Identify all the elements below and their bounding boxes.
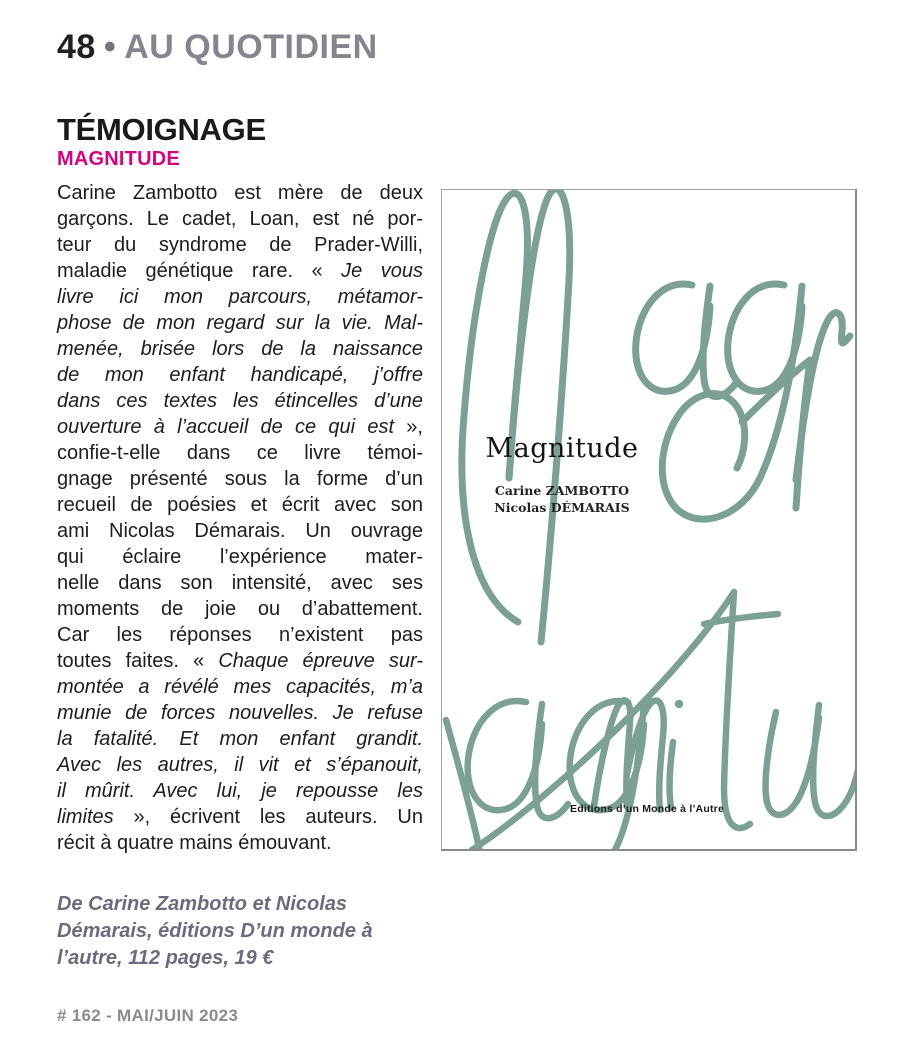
article-title: MAGNITUDE: [57, 148, 180, 170]
article-body: [57, 180, 423, 856]
body-line: phose de mon regard sur la vie. Mal-: [57, 312, 423, 334]
credit-line: Démarais, éditions D’un monde à: [57, 920, 373, 942]
cover-author: Nicolas DÉMARAIS: [494, 500, 630, 515]
book-credit: [57, 891, 457, 972]
script-a-path: [636, 284, 710, 391]
section-rubric: AU QUOTIDIEN: [124, 28, 378, 66]
page-number: 48: [57, 28, 96, 66]
body-line: ouverture à l’accueil de ce qui est »,: [57, 416, 423, 438]
credit-line: l’autre, 112 pages, 19 €: [57, 947, 274, 969]
body-line: nelle dans son intensité, avec ses: [57, 572, 423, 594]
body-line: munie de forces nouvelles. Je refuse: [57, 702, 423, 724]
cover-title: Magnitude: [485, 433, 639, 464]
body-line: gnage présenté sous la forme d’un: [57, 468, 423, 490]
body-line: toutes faites. « Chaque épreuve sur-: [57, 650, 424, 672]
body-line: Car les réponses n’existent pas: [57, 624, 423, 646]
issue-footer: # 162 - MAI/JUIN 2023: [57, 1006, 239, 1025]
cover-authors: [442, 482, 682, 516]
script-a-path: [468, 701, 542, 810]
script-t-path: [724, 592, 750, 828]
body-line: Carine Zambotto est mère de deux: [57, 182, 423, 204]
body-line: maladie génétique rare. « Je vous: [57, 260, 423, 282]
body-line: garçons. Le cadet, Loan, est né por-: [57, 208, 423, 230]
article-kicker: TÉMOIGNAGE: [57, 112, 266, 147]
book-cover: [441, 189, 857, 851]
body-line: teur du syndrome de Prader-Willi,: [57, 234, 423, 256]
body-line: menée, brisée lors de la naissance: [57, 338, 423, 360]
bullet-separator-icon: •: [103, 28, 117, 66]
body-line: montée a révélé mes capacités, m’a: [57, 676, 423, 698]
cover-publisher: Editions d’un Monde à l’Autre: [570, 803, 724, 815]
cover-script-art: [442, 190, 857, 851]
body-line: il mûrit. Avec lui, je repousse les: [57, 780, 423, 802]
page-header: [57, 28, 378, 67]
body-line: moments de joie ou d’abattement.: [57, 598, 423, 620]
script-i-path: [670, 742, 673, 808]
body-line: recueil de poésies et écrit avec son: [57, 494, 423, 516]
script-n-path: [796, 313, 850, 480]
cover-script-top: [462, 190, 850, 642]
cover-author: Carine ZAMBOTTO: [494, 483, 630, 498]
body-line: dans ces textes les étincelles d’une: [57, 390, 423, 412]
body-line: limites », écrivent les auteurs. Un: [57, 806, 423, 828]
script-i-dot: [675, 700, 683, 708]
body-line: qui éclaire l’expérience mater-: [57, 546, 423, 568]
body-line: livre ici mon parcours, métamor-: [57, 286, 423, 308]
body-line: confie-t-elle dans ce livre témoi-: [57, 442, 423, 464]
script-m-path: [509, 190, 570, 642]
body-line: la fatalité. Et mon enfant grandit.: [57, 728, 423, 750]
body-line: de mon enfant handicapé, j’offre: [57, 364, 423, 386]
script-u-path: [813, 705, 857, 816]
body-line: Avec les autres, il vit et s’épanouit,: [57, 754, 423, 776]
credit-line: De Carine Zambotto et Nicolas: [57, 893, 348, 915]
body-line: ami Nicolas Démarais. Un ouvrage: [57, 520, 423, 542]
body-line: récit à quatre mains émouvant.: [57, 832, 332, 854]
